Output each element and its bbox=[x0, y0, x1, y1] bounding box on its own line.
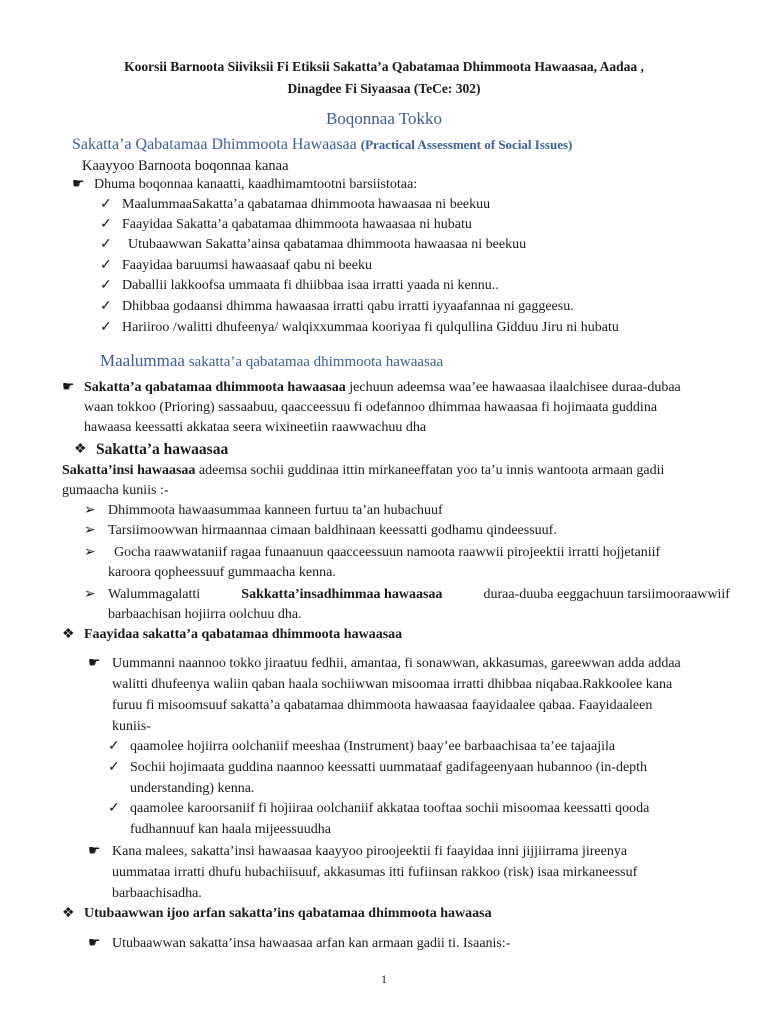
benefit-check: Sochii hojimaata guddina naannoo keessatti uummataaf gadifageenyaan hubannoo (in-depth bbox=[130, 760, 648, 775]
benefit-check-cont: understanding) kenna. bbox=[130, 781, 255, 796]
social-item: Gocha raawwataniif ragaa funaanuun qaacceessuun namoota raawwii pirojeektii irratti hojjetaniif bbox=[114, 545, 661, 560]
chapter-rest: naa Tokko bbox=[371, 109, 443, 128]
check-icon: ✓ bbox=[108, 739, 120, 754]
check-icon: ✓ bbox=[100, 197, 112, 212]
course-title-line1: Koorsii Barnoota Siiviksii Fi Etiksii Sakatta’a Qabatamaa Dhimmoota Hawaasaa, Aadaa , bbox=[124, 59, 644, 74]
pointing-hand-icon: ☛ bbox=[62, 380, 75, 395]
chapter-strong: Boqon bbox=[325, 109, 372, 128]
benefits-para1-l1: Uummanni naannoo tokko jiraatuu fedhii, amantaa, fi sonawwan, akkasumas, gareewwan adda addaa bbox=[112, 656, 681, 671]
pointing-hand-icon: ☛ bbox=[88, 936, 101, 951]
benefit-check: qaamolee hojiirra oolchaniif meeshaa (Instrument) baay’ee barbaachisaa ta’ee tajaajila bbox=[130, 739, 616, 754]
definition-heading-strong: Maalummaa bbox=[100, 351, 185, 370]
definition-text: jechuun adeemsa waa’ee hawaasaa ilaalchisee duraa-dubaa bbox=[349, 380, 681, 395]
definition-heading-rest: sakatta’a qabatamaa dhimmoota hawaasaa bbox=[188, 354, 444, 370]
arrow-bullet-icon: ➢ bbox=[84, 545, 96, 560]
social-item4-line2: barbaachisan hojiirra oolchuu dha. bbox=[108, 607, 302, 622]
subject-main: Sakatta’a Qabatamaa Dhimmoota Hawaasaa bbox=[72, 136, 357, 153]
diamond-bullet-icon: ❖ bbox=[62, 627, 75, 642]
objectives-heading: Kaayyoo Barnoota boqonnaa kanaa bbox=[82, 158, 289, 174]
objective-item: Hariiroo /walitti dhufeenya/ walqixxummaa kooriyaa fi qulqullina Gidduu Jiru ni hubatu bbox=[122, 320, 619, 335]
check-icon: ✓ bbox=[100, 299, 112, 314]
objective-item: Daballii lakkoofsa ummaata fi dhiibbaa isaa irratti yaada ni kennu.. bbox=[122, 278, 499, 293]
page-number: 1 bbox=[381, 972, 387, 986]
pillars-line: Utubaawwan sakatta’insa hawaasaa arfan kan armaan gadii ti. Isaanis:- bbox=[112, 936, 511, 951]
objectives-intro: Dhuma boqonnaa kanaatti, kaadhimamtootni barsiistotaa: bbox=[94, 177, 418, 192]
social-item4-bold: Sakkatta’insadhimmaa hawaasaa bbox=[241, 587, 443, 602]
check-icon: ✓ bbox=[100, 237, 112, 252]
check-icon: ✓ bbox=[100, 278, 112, 293]
subject-paren: (Practical Assessment of Social Issues) bbox=[360, 137, 573, 152]
definition-line2: waan tokkoo (Prioring) sassaabuu, qaacceessuu fi odefannoo dhimmaa hawaasaa fi hojimaata guddina bbox=[84, 400, 658, 415]
social-item-4 bbox=[108, 585, 730, 605]
social-intro bbox=[62, 461, 664, 481]
social-item4-b: duraa-duuba eeggachuun tarsiimooraawwiif bbox=[483, 587, 730, 602]
pillars-heading: Utubaawwan ijoo arfan sakatta’ins qabatamaa dhimmoota hawaasa bbox=[84, 906, 492, 921]
arrow-bullet-icon: ➢ bbox=[84, 587, 96, 602]
social-item: Tarsiimoowwan hirmaannaa cimaan baldhinaan keessatti godhamu qindeessuuf. bbox=[108, 523, 557, 538]
arrow-bullet-icon: ➢ bbox=[84, 523, 96, 538]
social-item: Dhimmoota hawaasummaa kanneen furtuu ta’an hubachuuf bbox=[108, 503, 443, 518]
diamond-bullet-icon: ❖ bbox=[74, 442, 87, 457]
benefits-heading: Faayidaa sakatta’a qabatamaa dhimmoota hawaasaa bbox=[84, 627, 403, 642]
benefit-check: qaamolee karoorsaniif fi hojiiraa oolchaniif akkataa tooftaa sochii misoomaa keessatti qooda bbox=[130, 801, 650, 816]
chapter-heading bbox=[0, 108, 768, 130]
social-heading: Sakatta’a hawaasaa bbox=[96, 441, 229, 458]
social-intro-bold: Sakatta’insi hawaasaa bbox=[62, 463, 196, 478]
arrow-bullet-icon: ➢ bbox=[84, 503, 96, 518]
check-icon: ✓ bbox=[100, 258, 112, 273]
benefit-check-cont: fudhannuuf kan haala mijeessuudha bbox=[130, 822, 331, 837]
benefits-para1-l2: walitti dhufeenya waliin qaban haala sochiiwwan misoomaa irratti dhibbaa niqabaa.Rakkoolee kana bbox=[112, 677, 673, 692]
social-item4-a: Walummagalatti bbox=[108, 587, 201, 602]
benefits-para2-l2: uummataa irratti dhufu hubachiisuuf, akkasumas itti fufiinsan rakkoo (risk) isaa mirkaneessuf bbox=[112, 865, 638, 880]
pointing-hand-icon: ☛ bbox=[72, 177, 85, 192]
definition-line1 bbox=[84, 378, 681, 398]
diamond-bullet-icon: ❖ bbox=[62, 906, 75, 921]
check-icon: ✓ bbox=[100, 217, 112, 232]
benefits-para2-l1: Kana malees, sakatta’insi hawaasaa kaayyoo piroojeektii fi faayidaa inni jijjiirrama jireenya bbox=[112, 844, 628, 859]
social-intro-line2: gumaacha kuniis :- bbox=[62, 483, 169, 498]
objective-item: MaalummaaSakatta’a qabatamaa dhimmoota hawaasaa ni beekuu bbox=[122, 197, 491, 212]
pointing-hand-icon: ☛ bbox=[88, 656, 101, 671]
social-intro-rest: adeemsa sochii guddinaa ittin mirkaneeffatan yoo ta’u innis wantoota armaan gadii bbox=[198, 463, 665, 478]
objective-item: Dhibbaa godaansi dhimma hawaasaa irratti qabu irratti iyyaafannaa ni gaggeesu. bbox=[122, 299, 574, 314]
benefits-para2-l3: barbaachisadha. bbox=[112, 886, 202, 901]
benefits-para1-l4: kuniis- bbox=[112, 719, 151, 734]
objective-item: Faayidaa Sakatta’a qabatamaa dhimmoota hawaasaa ni hubatu bbox=[122, 217, 472, 232]
definition-heading bbox=[100, 350, 443, 373]
definition-line3: hawaasa keessatti akkataa seera wixineetiin raawwachuu dha bbox=[84, 420, 427, 435]
check-icon: ✓ bbox=[108, 801, 120, 816]
check-icon: ✓ bbox=[100, 320, 112, 335]
subject-heading bbox=[72, 134, 572, 156]
objective-item: Faayidaa baruumsi hawaasaaf qabu ni beeku bbox=[122, 258, 372, 273]
benefits-para1-l3: furuu fi misoomsuuf sakatta’a qabatamaa dhimmoota hawaasaa faayidaalee qabaa. Faayidaaleen bbox=[112, 698, 653, 713]
social-item-cont: karoora qopheessuuf gummaacha kenna. bbox=[108, 565, 336, 580]
objective-item: Utubaawwan Sakatta’ainsa qabatamaa dhimmoota hawaasaa ni beekuu bbox=[128, 237, 527, 252]
pointing-hand-icon: ☛ bbox=[88, 844, 101, 859]
definition-bold: Sakatta’a qabatamaa dhimmoota hawaasaa bbox=[84, 380, 346, 395]
course-title-line2: Dinagdee Fi Siyaasaa (TeCe: 302) bbox=[287, 81, 481, 96]
check-icon: ✓ bbox=[108, 760, 120, 775]
